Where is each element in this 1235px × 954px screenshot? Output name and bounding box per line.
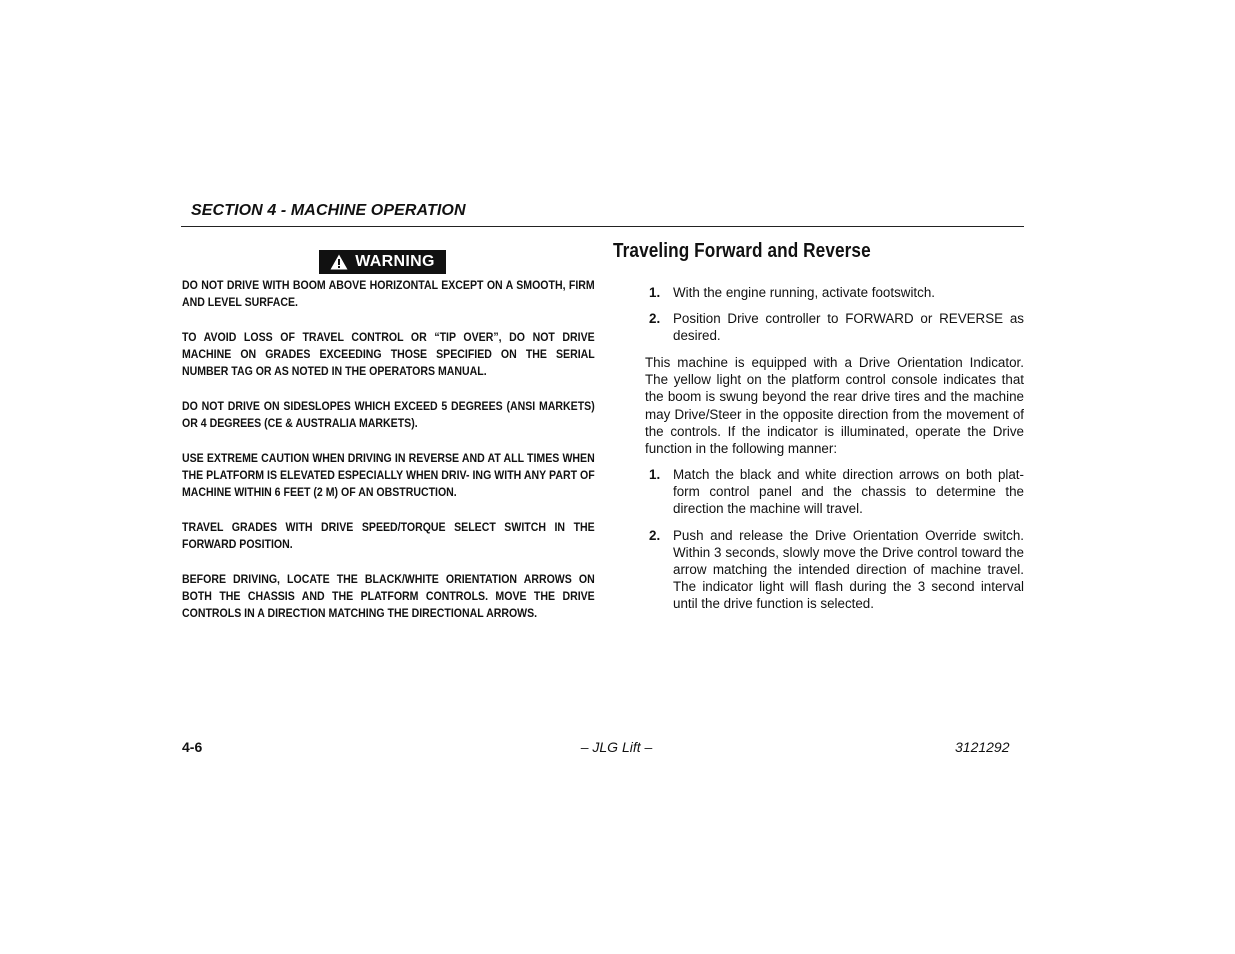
- step-number: 2.: [649, 311, 661, 327]
- warning-badge: [319, 250, 446, 274]
- warning-paragraph: BEFORE DRIVING, LOCATE THE BLACK/WHITE ORIENTATION ARROWS ON BOTH THE CHASSIS AND THE PLATFORM CONTROLS. MOVE THE DRIVE CONTROLS IN A DIRECTION MATCHING THE DIRECTIONAL ARROWS.: [182, 571, 595, 621]
- warning-paragraph: DO NOT DRIVE WITH BOOM ABOVE HORIZONTAL EXCEPT ON A SMOOTH, FIRM AND LEVEL SURFACE.: [182, 278, 595, 310]
- list-item: [645, 284, 1024, 301]
- warning-label: WARNING: [355, 253, 435, 270]
- steps-list-b: [645, 466, 1024, 613]
- list-item: [645, 310, 1024, 344]
- steps-list-a: [645, 284, 1024, 345]
- document-number: 3121292: [955, 739, 1010, 755]
- traveling-heading: Traveling Forward and Reverse: [613, 240, 871, 262]
- list-item: [645, 527, 1024, 613]
- step-text: Position Drive controller to FORWARD or REVERSE as desired.: [673, 311, 1024, 344]
- list-item: [645, 466, 1024, 518]
- page-number: 4-6: [182, 739, 203, 755]
- warning-triangle-icon: [330, 254, 348, 270]
- step-number: 1.: [649, 285, 661, 300]
- warning-paragraph: USE EXTREME CAUTION WHEN DRIVING IN REVERSE AND AT ALL TIMES WHEN THE PLATFORM IS ELEVATED ESPECIALLY WHEN DRIV- ING WITH ANY PART OF MACHINE WITHIN 6 FEET (2 M) OF AN OBSTRUCTION.: [182, 450, 595, 500]
- section-title: SECTION 4 - MACHINE OPERATION: [191, 202, 466, 219]
- warning-paragraph: TRAVEL GRADES WITH DRIVE SPEED/TORQUE SELECT SWITCH IN THE FORWARD POSITION.: [182, 519, 595, 552]
- warning-paragraph: TO AVOID LOSS OF TRAVEL CONTROL OR “TIP OVER”, DO NOT DRIVE MACHINE ON GRADES EXCEEDING THOSE SPECIFIED ON THE SERIAL NUMBER TAG OR AS NOTED IN THE OPERATORS MANUAL.: [182, 329, 595, 379]
- step-text: Match the black and white direction arrows on both plat- form control panel and the chassis to determine the direction the machine will travel.: [673, 467, 1024, 517]
- warning-paragraph: DO NOT DRIVE ON SIDESLOPES WHICH EXCEED 5 DEGREES (ANSI MARKETS) OR 4 DEGREES (CE & AUSTRALIA MARKETS).: [182, 398, 595, 431]
- step-number: 1.: [649, 467, 661, 482]
- warning-text-column: [182, 277, 595, 640]
- step-number: 2.: [649, 527, 661, 543]
- step-text: Push and release the Drive Orientation Override switch. Within 3 seconds, slowly move the Drive control toward the arrow matching the intended direction of machine travel. The indicator light will flash during the 3 second interval until the drive function is selected.: [673, 527, 1024, 612]
- step-text: With the engine running, activate footswitch.: [673, 285, 936, 300]
- footer-center-text: – JLG Lift –: [580, 739, 653, 755]
- body-paragraph: This machine is equipped with a Drive Orientation Indicator. The yellow light on the platform control console indicates that the boom is swung beyond the rear drive tires and the machine may Drive/Steer in the opposite direction from the movement of the controls. If the indicator is illuminated, operate the Drive function in the following manner:: [645, 355, 1024, 457]
- header-rule: [181, 226, 1024, 227]
